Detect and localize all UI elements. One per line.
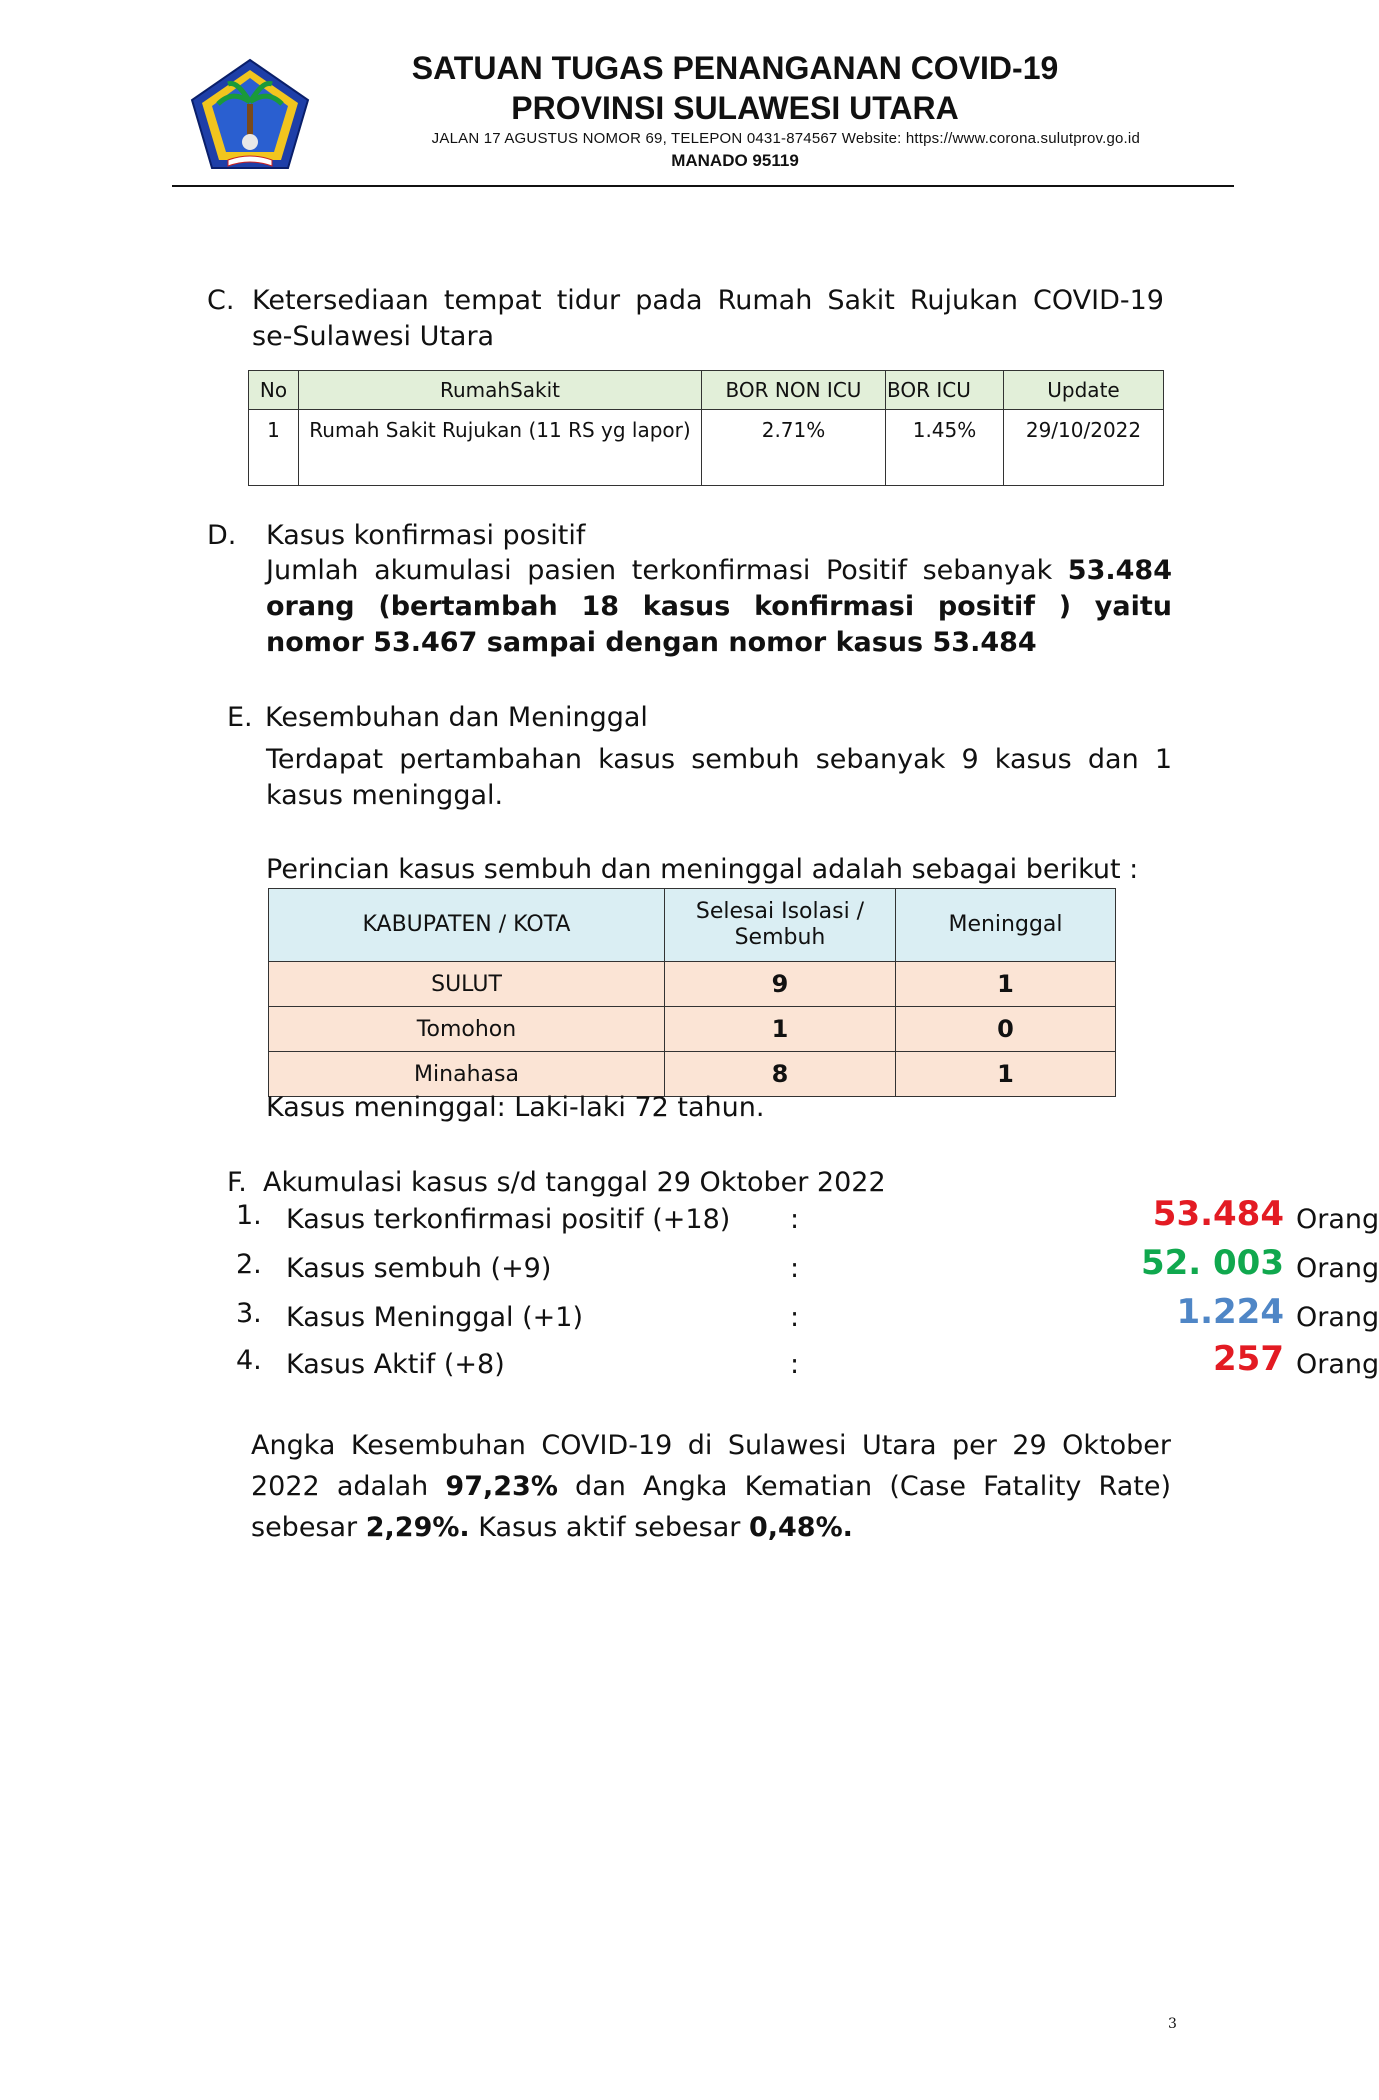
section-e-title: Kesembuhan dan Meninggal	[265, 702, 648, 733]
stat-row-active	[236, 1339, 1379, 1389]
table-header-cell: KABUPATEN / KOTA	[269, 889, 665, 962]
table-header-cell: Update	[1004, 371, 1164, 410]
death-note: Kasus meninggal: Laki-laki 72 tahun.	[266, 1092, 765, 1123]
section-e-detail-intro: Perincian kasus sembuh dan meninggal adalah sebagai berikut :	[266, 854, 1139, 885]
table-header-row	[269, 889, 1116, 962]
table-cell: Rumah Sakit Rujukan (11 RS yg lapor)	[299, 410, 702, 486]
fatality-rate: 2,29%.	[365, 1512, 470, 1543]
section-d-letter: D.	[207, 520, 237, 551]
stat-number: 1.	[236, 1200, 262, 1231]
stat-unit: Orang	[1296, 1253, 1379, 1284]
letterhead-city: MANADO 95119	[671, 151, 799, 170]
table-header-cell: No	[249, 371, 299, 410]
summary-paragraph	[251, 1425, 1171, 1548]
recovery-rate: 97,23%	[445, 1471, 558, 1502]
section-d-bold-text: 53.484 orang (bertambah 18 kasus konfirmasi positif ) yaitu nomor 53.467 sampai dengan nomor kasus 53.484	[266, 555, 1172, 658]
stat-value: 53.484	[1152, 1194, 1284, 1234]
section-f-letter: F.	[227, 1167, 247, 1198]
stat-row-confirmed	[236, 1194, 1379, 1244]
stat-label: Kasus sembuh (+9)	[286, 1253, 552, 1284]
active-rate: 0,48%.	[748, 1512, 853, 1543]
table-cell: 29/10/2022	[1004, 410, 1164, 486]
recovery-death-table	[268, 888, 1116, 1097]
stat-number: 2.	[236, 1249, 262, 1280]
section-d-text: Jumlah akumulasi pasien terkonfirmasi Positif sebanyak	[266, 555, 1068, 586]
table-header-row	[249, 371, 1164, 410]
table-cell: 0	[896, 1007, 1116, 1052]
section-c-letter: C.	[207, 285, 235, 316]
table-row	[269, 1007, 1116, 1052]
stat-value: 257	[1213, 1339, 1284, 1379]
letterhead-subtitle: PROVINSI SULAWESI UTARA	[511, 90, 959, 126]
summary-text: Angka Kesembuhan COVID-19 di Sulawesi Utara per 29 Oktober 2022 adalah	[251, 1430, 1171, 1502]
stat-row-deaths	[236, 1292, 1379, 1342]
stat-colon: :	[790, 1204, 800, 1235]
letterhead-title: SATUAN TUGAS PENANGANAN COVID-19	[411, 50, 1059, 86]
summary-text: Kasus aktif sebesar	[469, 1512, 749, 1543]
province-emblem-logo	[188, 56, 312, 172]
table-row	[269, 962, 1116, 1007]
table-cell: 8	[665, 1052, 896, 1097]
stat-number: 3.	[236, 1298, 262, 1329]
stat-value: 52. 003	[1140, 1243, 1284, 1283]
table-header-label: Selesai Isolasi / Sembuh	[695, 899, 865, 950]
table-cell: 9	[665, 962, 896, 1007]
section-e-text: Terdapat pertambahan kasus sembuh sebanyak 9 kasus dan 1 kasus meninggal.	[266, 744, 1172, 811]
table-cell: 1	[665, 1007, 896, 1052]
table-header-cell: RumahSakit	[299, 371, 702, 410]
table-header-cell: BOR ICU	[886, 371, 1004, 410]
stat-row-recovered	[236, 1243, 1379, 1293]
table-cell: Tomohon	[269, 1007, 665, 1052]
stat-colon: :	[790, 1302, 800, 1333]
table-cell: 1	[249, 410, 299, 486]
page-number: 3	[1168, 2016, 1177, 2032]
section-f-title: Akumulasi kasus s/d tanggal 29 Oktober 2022	[263, 1167, 886, 1198]
bed-availability-table	[248, 370, 1164, 486]
section-d-title: Kasus konfirmasi positif	[266, 520, 586, 551]
table-header-cell	[665, 889, 896, 962]
stat-unit: Orang	[1296, 1302, 1379, 1333]
stat-colon: :	[790, 1349, 800, 1380]
table-header-cell: Meninggal	[896, 889, 1116, 962]
table-cell: Minahasa	[269, 1052, 665, 1097]
section-e-letter: E.	[227, 702, 253, 733]
section-d-body	[266, 553, 1172, 661]
stat-unit: Orang	[1296, 1349, 1379, 1380]
table-cell: 1	[896, 1052, 1116, 1097]
section-c-title: Ketersediaan tempat tidur pada Rumah Sakit Rujukan COVID-19 se-Sulawesi Utara	[252, 285, 1164, 352]
stat-label: Kasus Aktif (+8)	[286, 1349, 505, 1380]
table-cell: SULUT	[269, 962, 665, 1007]
table-cell: 2.71%	[702, 410, 886, 486]
stat-label: Kasus Meninggal (+1)	[286, 1302, 584, 1333]
stat-unit: Orang	[1296, 1204, 1379, 1235]
stat-colon: :	[790, 1253, 800, 1284]
table-cell: 1.45%	[886, 410, 1004, 486]
stat-label: Kasus terkonfirmasi positif (+18)	[286, 1204, 731, 1235]
table-header-cell: BOR NON ICU	[702, 371, 886, 410]
letterhead-divider	[172, 185, 1234, 187]
letterhead-address: JALAN 17 AGUSTUS NOMOR 69, TELEPON 0431-874567 Website: https://www.corona.sulutprov.go.id	[431, 130, 1140, 147]
stat-number: 4.	[236, 1345, 262, 1376]
table-cell: 1	[896, 962, 1116, 1007]
table-row	[249, 410, 1164, 486]
summary-text: dan Angka Kematian (Case Fatality Rate) sebesar	[251, 1471, 1171, 1543]
stat-value: 1.224	[1176, 1292, 1284, 1332]
